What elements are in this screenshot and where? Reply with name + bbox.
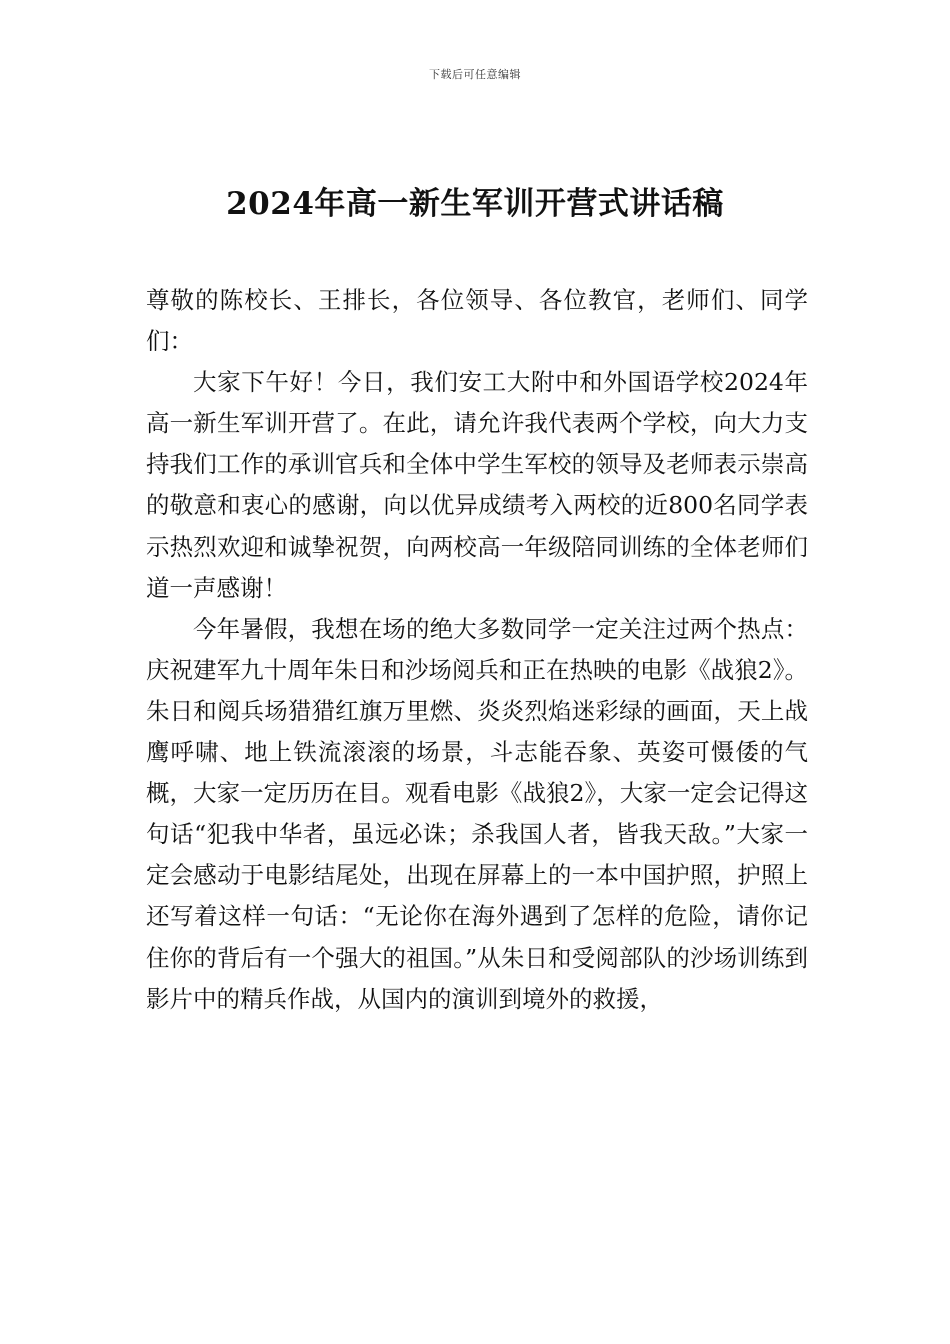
document-body bbox=[146, 280, 808, 1020]
header-note: 下载后可任意编辑 bbox=[429, 68, 521, 81]
document-title: 2024年高一新生军训开营式讲话稿 bbox=[226, 186, 724, 222]
paragraph-summer-hotspots: 今年暑假，我想在场的绝大多数同学一定关注过两个热点：庆祝建军九十周年朱日和沙场阅兵和正在热映的电影《战狼2》。朱日和阅兵场猎猎红旗万里燃、炎炎烈焰迷彩绿的画面，天上战鹰呼啸、地上铁流滚滚的场景，斗志能吞象、英姿可慑倭的气概，大家一定历历在目。观看电影《战狼2》，大家一定会记得这句话“犯我中华者，虽远必诛；杀我国人者，皆我天敌。”大家一定会感动于电影结尾处，出现在屏幕上的一本中国护照，护照上还写着这样一句话：“无论你在海外遇到了怎样的危险，请你记住你的背后有一个强大的祖国。”从朱日和受阅部队的沙场训练到影片中的精兵作战，从国内的演训到境外的救援， bbox=[146, 614, 808, 1013]
paragraph-welcome: 大家下午好！今日，我们安工大附中和外国语学校2024年高一新生军训开营了。在此，请允许我代表两个学校，向大力支持我们工作的承训官兵和全体中学生军校的领导及老师表示崇高的敬意和衷心的感谢，向以优异成绩考入两校的近800名同学表示热烈欢迎和诚挚祝贺，向两校高一年级陪同训练的全体老师们道一声感谢！ bbox=[146, 368, 808, 602]
salutation: 尊敬的陈校长、王排长，各位领导、各位教官，老师们、同学们： bbox=[146, 286, 808, 356]
